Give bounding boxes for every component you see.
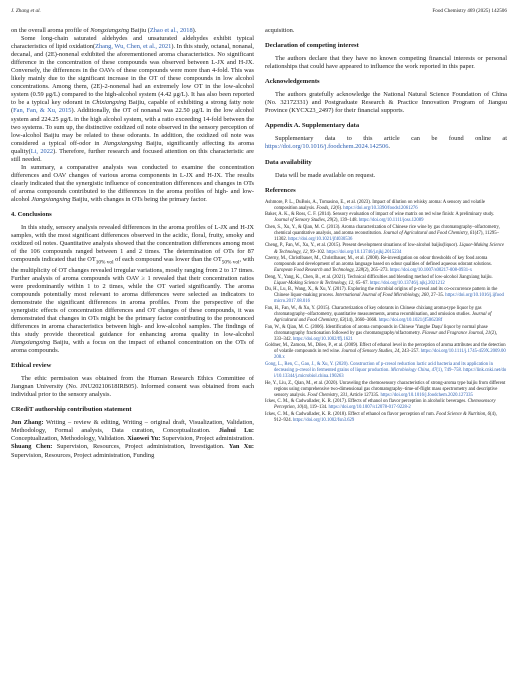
left-column (11, 27, 254, 460)
contributor-roles: Supervision, Project administration. (160, 435, 254, 443)
section-heading-credit: CRediT authorship contribution statement (11, 406, 132, 414)
contributor-name: Yan Xu: (228, 443, 255, 451)
reference-text: Ickes, C. M., & Cadwallader, K. R. (2018). Effect of ethanol on flavor perception of rum. (265, 411, 437, 417)
contributor-name: Jiahui Lu: (218, 427, 254, 435)
reference-pages: (2), 265–273. (362, 268, 390, 274)
reference-journal: European Food Research and Technology, 228 (274, 268, 363, 274)
section-heading-data-availability: Data availability (265, 158, 312, 166)
reference-item (265, 325, 507, 343)
paragraph: acquisition. (265, 27, 295, 34)
reference-journal: Journal of Sensory Studies, 29 (274, 218, 332, 224)
paragraph: The authors gratefully acknowledge the National Natural Science Foundation of China (No. 32172331) and Postgraduate Research & Practice Innovation Program of Jiangsu Province (KYCX23_2497) for their financial supports. (265, 91, 507, 115)
reference-journal: Chemosensory Perception, 10 (274, 399, 496, 411)
reference-pages: , Article 127335. (347, 392, 381, 398)
reference-doi-link[interactable]: https://doi.org/10.1111/joss.12089 (358, 218, 424, 224)
contributor-roles: Conceptualization, Methodology, Validation. (11, 435, 128, 443)
reference-journal: Foods, 12 (316, 205, 336, 211)
citation-link[interactable]: Zhang, Wu, Chen, et al., 2021 (95, 43, 172, 51)
reference-item (265, 243, 507, 255)
reference-text: Ashmore, P. L., DuBois, A., Tomasino, E., et al. (2023). Impact of dilution on whisky aroma: A sensory and volatile composition analysis. (265, 199, 486, 211)
reference-text: Fan, H., Fan, W., & Xu, Y. (2015). Characterization of key odorants in Chinese chixiang aroma-type liquor by gas chromatography–olfactometry, quantitative measurements, aroma recombination, and omission studies. (265, 305, 482, 317)
paragraph: In summary, a comparative analysis was conducted to examine the concentration differences and OAV changes of various aroma components in L-JX and H-JX. The results clearly indicated that the synergistic influence of concentration differences and changes in OTs of aroma compounds contributed to the differences in the aroma profiles of high- and low-alcohol Jiangxiangxing Baijiu, with changes in OTs being the primary factor. (11, 163, 254, 203)
reference-item (265, 212, 507, 224)
paragraph: Data will be made available on request. (275, 171, 376, 179)
reference-journal: Food Chemistry, 331 (307, 392, 348, 398)
right-column (265, 27, 507, 424)
contributor-name: Xiaowei Yu: (127, 435, 161, 443)
reference-doi-link[interactable]: https://doi.org/10.1002/fsn3.629 (293, 417, 355, 423)
section-heading-acknowledgements: Acknowledgements (265, 78, 320, 86)
reference-item (265, 343, 507, 361)
reference-journal: Food Science & Nutrition, 6 (436, 411, 491, 417)
section-heading-appendix: Appendix A. Supplementary data (265, 122, 360, 130)
reference-pages: (2), 139–148. (331, 218, 359, 224)
reference-journal: Journal of Agricultural and Food Chemistry, 61 (383, 230, 475, 236)
citation-link[interactable]: Fan, Fan, & Xu, 2015 (13, 107, 72, 115)
reference-text: Czerny, M., Christlbauer, M., Christlbauer, M., et al. (2008). Re-investigation on odour thresholds of key food aroma compounds and development of an aroma language based on odour qualities of defined aqueous odorant solutions. (265, 256, 492, 268)
supplementary-link[interactable]: https://doi.org/10.1016/j.foodchem.2024.142506 (265, 143, 389, 151)
reference-pages: , 65–67. (353, 280, 370, 286)
reference-journal: International Journal of Food Microbiology, 260 (335, 293, 429, 299)
reference-item (265, 399, 507, 411)
reference-item (265, 362, 507, 380)
reference-doi-link[interactable]: https://doi.org/10.1016/j.ijfoodmicro.2017.08.016 (274, 293, 504, 305)
section-heading-references: References (265, 186, 296, 194)
reference-journal: Microbiology China, 47 (390, 367, 437, 373)
contributor-name: Jun Zhang: (11, 419, 44, 427)
reference-doi-link[interactable]: https://doi.org/10.1021/jf506238f (378, 318, 443, 324)
contributor-name: Shuang Chen: (11, 443, 53, 451)
reference-item (265, 275, 507, 287)
reference-journal: Journal of Sensory Studies, 24 (341, 349, 400, 355)
paragraph: In this study, sensory analysis revealed differences in the aroma profiles of L-JX and H-JX samples, with the most significant differences observed in the acidic, floral, fruity, smoky and oxidized oil notes. Quantitative analysis showed that the concentration differences among most of the 106 compounds ranged between 1 and 2 times. The determination of OTs for 87 compounds indicated that the $OT_{10\% vol}$ of each compound was lower than the $OT_{50\% vol}$, with the multiplicity of OT changes revealed irregular variations, mostly ranging from 2 to 17 times. Further analysis of aroma compounds with OAV ≥ 1 revealed that their concentration ratios were predominantly within 1 to 2 times, while the OT varied significantly. The aroma compounds potentially most relevant to aroma differences were selected as indicators to demonstrate the significant differences in aroma profiles. From the perspective of the synergistic effects of concentration differences and OT changes of these compounds, it was demonstrated that changes in OTs might be the primary factor contributing to the pronounced differences in aroma characteristics between high- and low-alcohol samples. The findings of this study provide theoretical guidance for enhancing aroma quality in low-alcohol Jiangxiangxing Baijiu, with a focus on the impact of ethanol concentration on the OTs of aroma compounds. (11, 224, 255, 355)
paragraph: on the overall aroma profile of Nongxiangxing Baijiu (Zhao et al., 2018). (11, 27, 197, 34)
reference-doi-link[interactable]: https://doi.org/10.13746/j.njkj.2021212 (369, 280, 445, 286)
reference-pages: (47), 11295–11302. (274, 230, 499, 242)
reference-list (265, 200, 507, 424)
reference-pages: (1), 749–758. (436, 367, 464, 373)
section-heading-conclusions: 4. Conclusions (11, 211, 52, 219)
contributor-roles: Supervision, Resources, Project administration, Funding (11, 451, 155, 459)
credit-statement (11, 419, 254, 459)
reference-item (265, 287, 507, 305)
reference-pages: (6). (335, 205, 344, 211)
reference-journal: Liquor-Making Science & Technology, 12 (274, 280, 354, 286)
reference-item (265, 381, 507, 399)
reference-doi-link[interactable]: https://doi.org/10.1111/j.1745-459X.2009.00208.x (274, 349, 506, 361)
reference-item (265, 225, 507, 243)
reference-item (265, 200, 507, 212)
reference-doi-link[interactable]: https://doi.org/10.13746/j.njkj.2015234 (326, 249, 402, 255)
paragraph: Some long-chain saturated aldehydes and unsaturated aldehydes exhibit typical characteristics of lipid oxidation(Zhang, Wu, Chen, et al., 2021). In this study, octanal, nonanal, decanal, and (2E)-nonenal exhibited the aforementioned aroma characteristics. No significant difference in the concentration of these compounds was observed between L-JX and H-JX. Conversely, the differences in the OAVs of these compounds were more than 4-fold. This was likely mainly due to the significant increase in the OT of these compounds in low alcohol concentrations. Among them, (2E)-2-nonenal had an extremely low OT in the low-alcohol system (0.59 μg/L) compared to the high-alcohol system (4.42 μg/L). It has also been reported to be a typical key odorant in Chixiangxing Baijiu, capable of exhibiting a strong fatty note (Fan, Fan, & Xu, 2015). Additionally, the OT of nonanal was 22.50 μg/L in the low alcohol system and 224.25 μg/L in the high alcohol system, with a ratio exceeding 14-fold between the two systems. To sum up, the distinctive oxidized oil note observed in the sensory perception of low-alcohol Baijiu may be related to these odorants. In addition, the oxidized oil note was considered a typical off-odor in Jiangxiangxing Baijiu, significantly affecting its aroma quality(Li, 2022). Therefore, further research and focused attention on this characteristic are still needed. (11, 35, 255, 163)
paragraph: Supplementary data to this article can be found online at https://doi.org/10.1016/j.foodchem.2024.142506. (265, 135, 507, 151)
reference-text: Du, H., Lu, B., Wang, X., & Xu, Y. (2017). Exploring the microbial origins of p-cresol and its co-occurrence pattern in the Chinese liquor-making process. (265, 287, 498, 299)
reference-pages: , 27–35. (428, 293, 446, 299)
reference-doi-link[interactable]: https://doi.org/10.1016/j.foodchem.2020.127335 (380, 392, 473, 398)
reference-journal: Liquor-Making Science & Technology, 12 (274, 243, 504, 255)
reference-journal: Journal of Agricultural and Food Chemistry, 63 (274, 312, 492, 324)
reference-text: Ickes, C. M., & Cadwallader, K. R. (2017). Effects of ethanol on flavor perception in alcoholic beverages. (265, 399, 468, 405)
reference-text: He, Y., Liu, Z., Qian, M., et al. (2020). Unraveling the chemosensory characteristics of strong-aroma type baijiu from different regions using comprehensive two-dimensional gas chromatography–time-of-flight mass spectrometry and descriptive sensory analysis. (265, 380, 506, 398)
reference-pages: , 243–257. (399, 349, 421, 355)
reference-item (265, 256, 507, 274)
contributor-roles: Supervision, Resources, Project administration, Investigation. (52, 443, 229, 451)
reference-pages: , 99–102. (307, 249, 327, 255)
reference-doi-link[interactable]: https://doi.org/10.1007/s00217-008-0931-x (389, 268, 473, 274)
reference-item (265, 412, 507, 424)
section-heading-ethical: Ethical review (11, 362, 52, 370)
paragraph: The ethic permission was obtained from the Human Research Ethics Committee of Jiangnan University (No. JNU20210618IRB05). Informed consent was obtained from each individual prior to the sensory analysis. (11, 375, 254, 399)
reference-text: Fan, W., & Qian, M. C. (2006). Identification of aroma compounds in Chinese 'Yanghe Daqu' liquor by normal phase chromatography fractionation followed by gas chromatography/olfactometry. (265, 324, 488, 336)
reference-text: Baker, A. K., & Ross, C. F. (2014). Sensory evaluation of impact of wine matrix on red wine finish: A preliminary study. (265, 212, 495, 218)
reference-pages: (4), 119–134. (301, 405, 329, 411)
header-authors: J. Zhang et al. (11, 8, 41, 14)
reference-pages: (4), 912–924. (274, 411, 497, 423)
reference-doi-link[interactable]: https://link.cnki.net/doi/10.13344/j.microbiol.china.190263 (274, 367, 507, 379)
reference-journal: Flavour and Fragrance Journal, 21 (422, 330, 491, 336)
section-heading-competing: Declaration of competing interest (265, 42, 359, 50)
paragraph: The authors declare that they have no known competing financial interests or personal relationships that could have appeared to influence the work reported in this paper. (265, 55, 507, 71)
reference-text: Goldner, M., Zamora, M., Dileo, P., et al. (2009). Effect of ethanol level in the perception of aroma attributes and the detection of volatile compounds in red wine. (265, 343, 506, 355)
reference-text: Cheng, P., Fan, W., Xu, Y., et al. (2015). Present development situations of low-alcohol baijiu(liquor). (265, 243, 460, 249)
reference-text: Chen, S., Xu, Y., & Qian, M. C. (2013). Aroma characterization of Chinese rice wine by gas chromatography–olfactometry, chemical quantitative analysis, and aroma reconstitution. (265, 224, 500, 236)
header-journal: Food Chemistry 469 (2025) 142506 (432, 8, 507, 14)
citation-link[interactable]: Li, 2022 (30, 147, 54, 155)
reference-doi-link[interactable]: https://doi.org/10.3390/foods12061276 (343, 205, 418, 211)
reference-doi-link[interactable]: https://doi.org/10.1002/ffj.1621 (293, 336, 353, 342)
reference-text: Gong, L., Ren, C., Gao, J., & Xu, Y. (2020). Construction of p-cresol reduction lactic acid bacteria and its application in decreasing p-cresol in fermented grains of liquor production. (265, 361, 493, 373)
running-header (11, 8, 507, 18)
reference-doi-link[interactable]: https://doi.org/10.1007/s12078-017-9228-2 (328, 405, 411, 411)
reference-item (265, 306, 507, 324)
reference-pages: (14), 3660–3668. (344, 318, 379, 324)
contributor-roles: Writing – review & editing, Writing – original draft, Visualization, Validation, Methodology, Formal analysis, Data curation, Conceptualization. (11, 419, 254, 435)
reference-text: Deng, Y., Yang, K., Chen, B., et al. (2021). Technical difficulties and blending method of low-alcohol Jiangxiang baijiu. (265, 274, 493, 280)
citation-link[interactable]: Zhao et al., 2018 (149, 27, 193, 34)
reference-pages: (2), 333–342. (274, 330, 498, 342)
reference-doi-link[interactable]: https://doi.org/10.1021/jf4030536 (288, 236, 353, 242)
